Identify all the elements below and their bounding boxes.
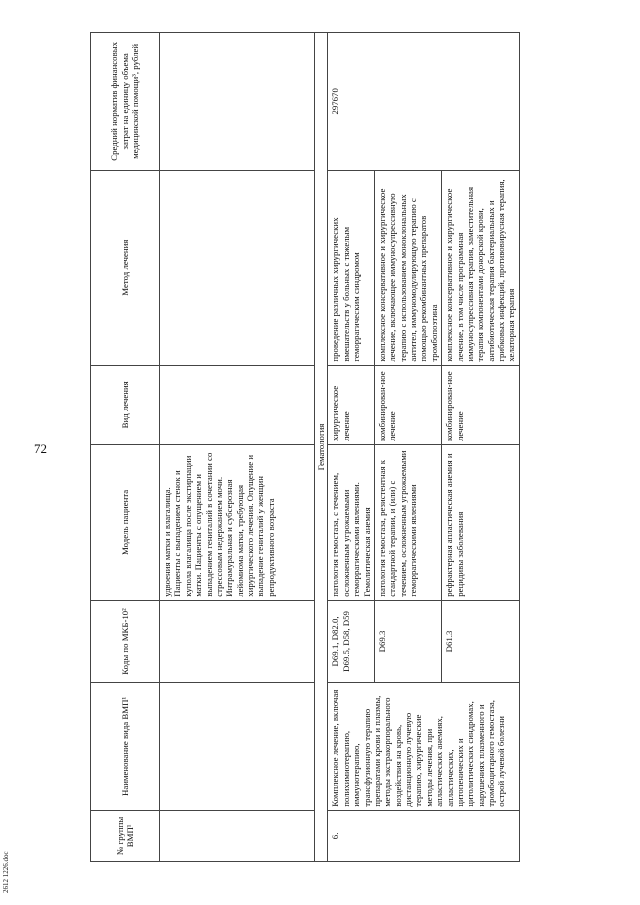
method-cell: комплексное консервативное и хирургическое лечение, включающее иммуносупрессивную терапию с использованием моноклональных антител, иммуномодулирующую терапию с помощью рекомбинантных препаратов тромбопоэтина bbox=[374, 170, 441, 365]
table-row bbox=[328, 33, 375, 862]
group-name-cell: Комплексное лечение, включая полихимиотерапию, иммунотерапию, трансфузионную терапию препаратами крови и плазмы, методы экстракорпорального воздействия на кровь, дистанционную лучевую терапию, хирургические методы лечения, при апластических анемиях, апластических, цитопенических и цитолитических синдромах, нарушениях плазменного и тромбоцитарного гемостаза, острой лучевой болезни bbox=[328, 683, 519, 811]
header-model: Модель пациента bbox=[91, 445, 160, 601]
model-cell: патология гемостаза, с течением, осложненным угрожаемыми геморрагическими явлениями. Гемолитическая анемия bbox=[328, 445, 375, 601]
method-cell: проведение различных хирургических вмешательств у больных с тяжелым геморрагическим синдромом bbox=[328, 170, 375, 365]
section-title: Гематология bbox=[315, 33, 328, 862]
header-num: № группы ВМП¹ bbox=[91, 810, 160, 861]
page-number: 72 bbox=[34, 441, 47, 456]
header-name: Наименование вида ВМП¹ bbox=[91, 683, 160, 811]
header-method: Метод лечения bbox=[91, 170, 160, 365]
continuation-model-cell: удвоения матки и влагалища. Пациенты с выпадением стенок и купола влагалища после экстирпации матки. Пациенты с опущением и выпадением гениталий в сочетании со стрессовым недержанием мочи. Интрамуральная и субсерозная лейомиома матки, требующая хирургического лечения. Опущение и выпадение гениталий у женщин репродуктивного возраста bbox=[160, 445, 315, 601]
codes-cell: D69.1, D82.0, D69.5, D58, D59 bbox=[328, 600, 375, 682]
footer-filename: 2612 1226.doc bbox=[2, 851, 10, 893]
codes-cell: D61.3 bbox=[442, 600, 520, 682]
header-codes: Коды по МКБ-10² bbox=[91, 600, 160, 682]
treatment-type-cell: хирургическое лечение bbox=[328, 365, 375, 444]
codes-cell: D69.3 bbox=[374, 600, 441, 682]
model-cell: рефрактерная апластическая анемия и рецидивы заболевания bbox=[442, 445, 520, 601]
header-treatment-type: Вид лечения bbox=[91, 365, 160, 444]
continuation-row bbox=[160, 33, 315, 862]
model-cell: патология гемостаза, резистентная к стандартной терапии, и (или) с течением, осложненным угрожаемыми геморрагическими явлениями bbox=[374, 445, 441, 601]
header-norm: Средний норматив финансовых затрат на единицу объема медицинской помощи³, рублей bbox=[91, 33, 160, 171]
table-header-row bbox=[91, 33, 160, 862]
section-row bbox=[315, 33, 328, 862]
rotated-table-wrapper bbox=[90, 32, 640, 862]
vmp-table bbox=[90, 32, 520, 862]
method-cell: комплексное консервативное и хирургическое лечение, в том числе программная иммуносупрессивная терапия, заместительная терапия компонентами донорской крови, антибиотическая терапия бактериальных и грибковых инфекций, противовирусная терапия, хелаторная терапия bbox=[442, 170, 520, 365]
norm-cell: 297670 bbox=[328, 33, 519, 171]
treatment-type-cell: комбинирован-ное лечение bbox=[374, 365, 441, 444]
group-number-cell: 6. bbox=[328, 810, 519, 861]
treatment-type-cell: комбинирован-ное лечение bbox=[442, 365, 520, 444]
